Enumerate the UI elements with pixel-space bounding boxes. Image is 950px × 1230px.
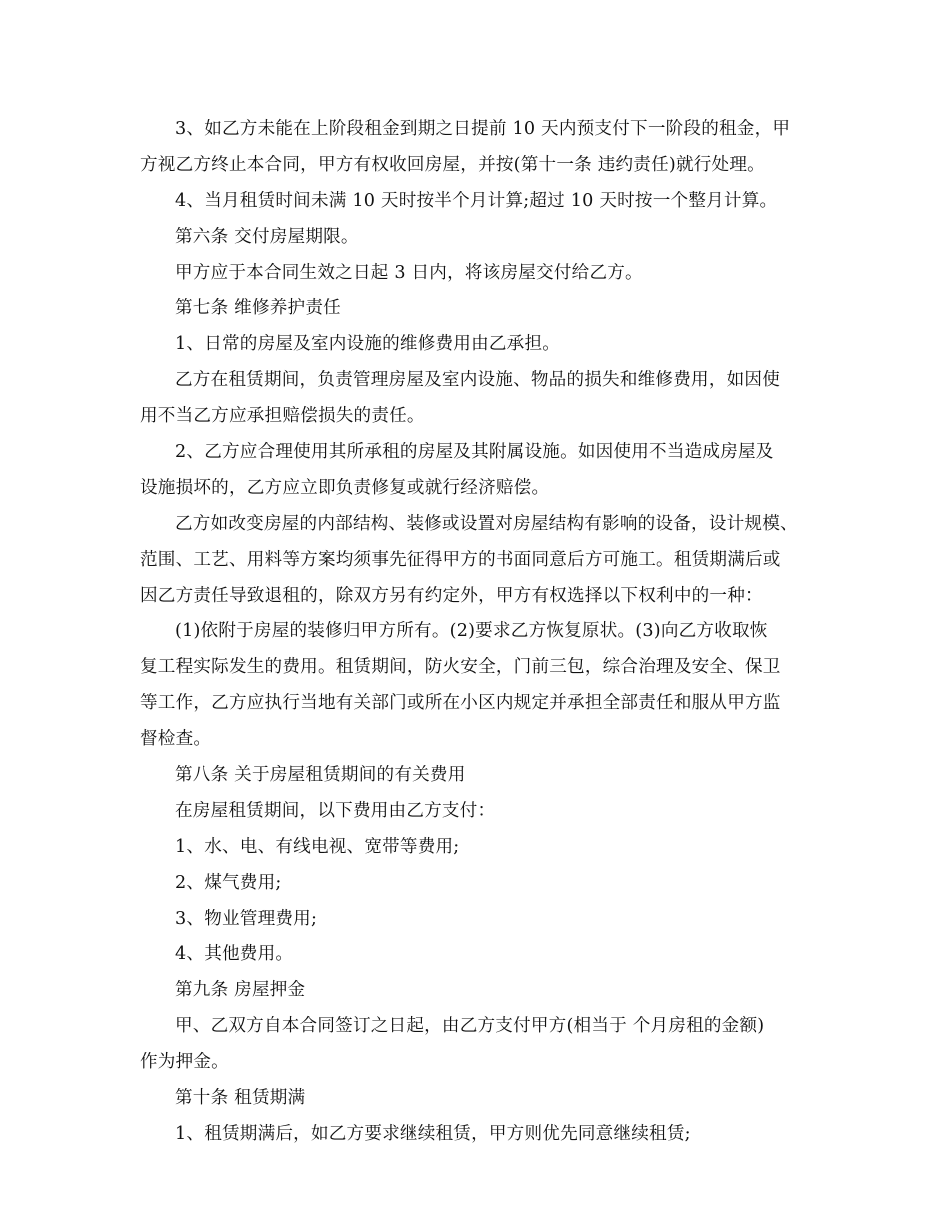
paragraph-line: 方视乙方终止本合同，甲方有权收回房屋，并按(第十一条 违约责任)就行处理。 (140, 154, 765, 175)
paragraph-line: 甲方应于本合同生效之日起 3 日内，将该房屋交付给乙方。 (175, 262, 643, 283)
paragraph-line: 等工作，乙方应执行当地有关部门或所在小区内规定并承担全部责任和服从甲方监 (140, 693, 781, 714)
paragraph-line: 第六条 交付房屋期限。 (175, 226, 359, 247)
paragraph-line: 第十条 租赁期满 (175, 1088, 306, 1109)
paragraph-line: 第九条 房屋押金 (175, 980, 306, 1001)
paragraph-line: 范围、工艺、用料等方案均须事先征得甲方的书面同意后方可施工。租赁期满后或 (140, 549, 781, 570)
paragraph-line: 4、其他费用。 (175, 944, 294, 965)
paragraph-line: 2、煤气费用; (175, 872, 282, 893)
paragraph-line: 在房屋租赁期间，以下费用由乙方支付： (175, 800, 496, 821)
paragraph-line: 乙方如改变房屋的内部结构、装修或设置对房屋结构有影响的设备，设计规模、 (175, 513, 798, 534)
paragraph-line: 督检查。 (140, 729, 212, 750)
paragraph-line: 1、水、电、有线电视、宽带等费用; (175, 836, 460, 857)
paragraph-line: 设施损坏的，乙方应立即负责修复或就行经济赔偿。 (140, 477, 550, 498)
paragraph-line: (1)依附于房屋的装修归甲方所有。(2)要求乙方恢复原状。(3)向乙方收取恢 (175, 621, 768, 642)
paragraph-line: 因乙方责任导致退租的，除双方另有约定外，甲方有权选择以下权利中的一种： (140, 585, 763, 606)
paragraph-line: 复工程实际发生的费用。租赁期间，防火安全，门前三包，综合治理及安全、保卫 (140, 657, 781, 678)
paragraph-line: 甲、乙双方自本合同签订之日起，由乙方支付甲方(相当于 个月房租的金额) (175, 1016, 765, 1037)
paragraph-line: 用不当乙方应承担赔偿损失的责任。 (140, 406, 425, 427)
paragraph-line: 4、当月租赁时间未满 10 天时按半个月计算;超过 10 天时按一个整月计算。 (175, 190, 778, 211)
document-body (140, 112, 824, 1153)
paragraph-line: 2、乙方应合理使用其所承租的房屋及其附属设施。如因使用不当造成房屋及 (175, 442, 774, 463)
paragraph-line: 作为押金。 (140, 1052, 229, 1073)
paragraph-line: 3、物业管理费用; (175, 908, 318, 929)
paragraph-line: 第七条 维修养护责任 (175, 298, 341, 319)
paragraph-line: 1、租赁期满后，如乙方要求继续租赁，甲方则优先同意继续租赁; (175, 1123, 691, 1144)
paragraph-line: 第八条 关于房屋租赁期间的有关费用 (175, 765, 466, 786)
paragraph-line: 乙方在租赁期间，负责管理房屋及室内设施、物品的损失和维修费用，如因使 (175, 370, 780, 391)
paragraph-line: 1、日常的房屋及室内设施的维修费用由乙承担。 (175, 334, 561, 355)
paragraph-line: 3、如乙方未能在上阶段租金到期之日提前 10 天内预支付下一阶段的租金，甲 (175, 119, 791, 139)
